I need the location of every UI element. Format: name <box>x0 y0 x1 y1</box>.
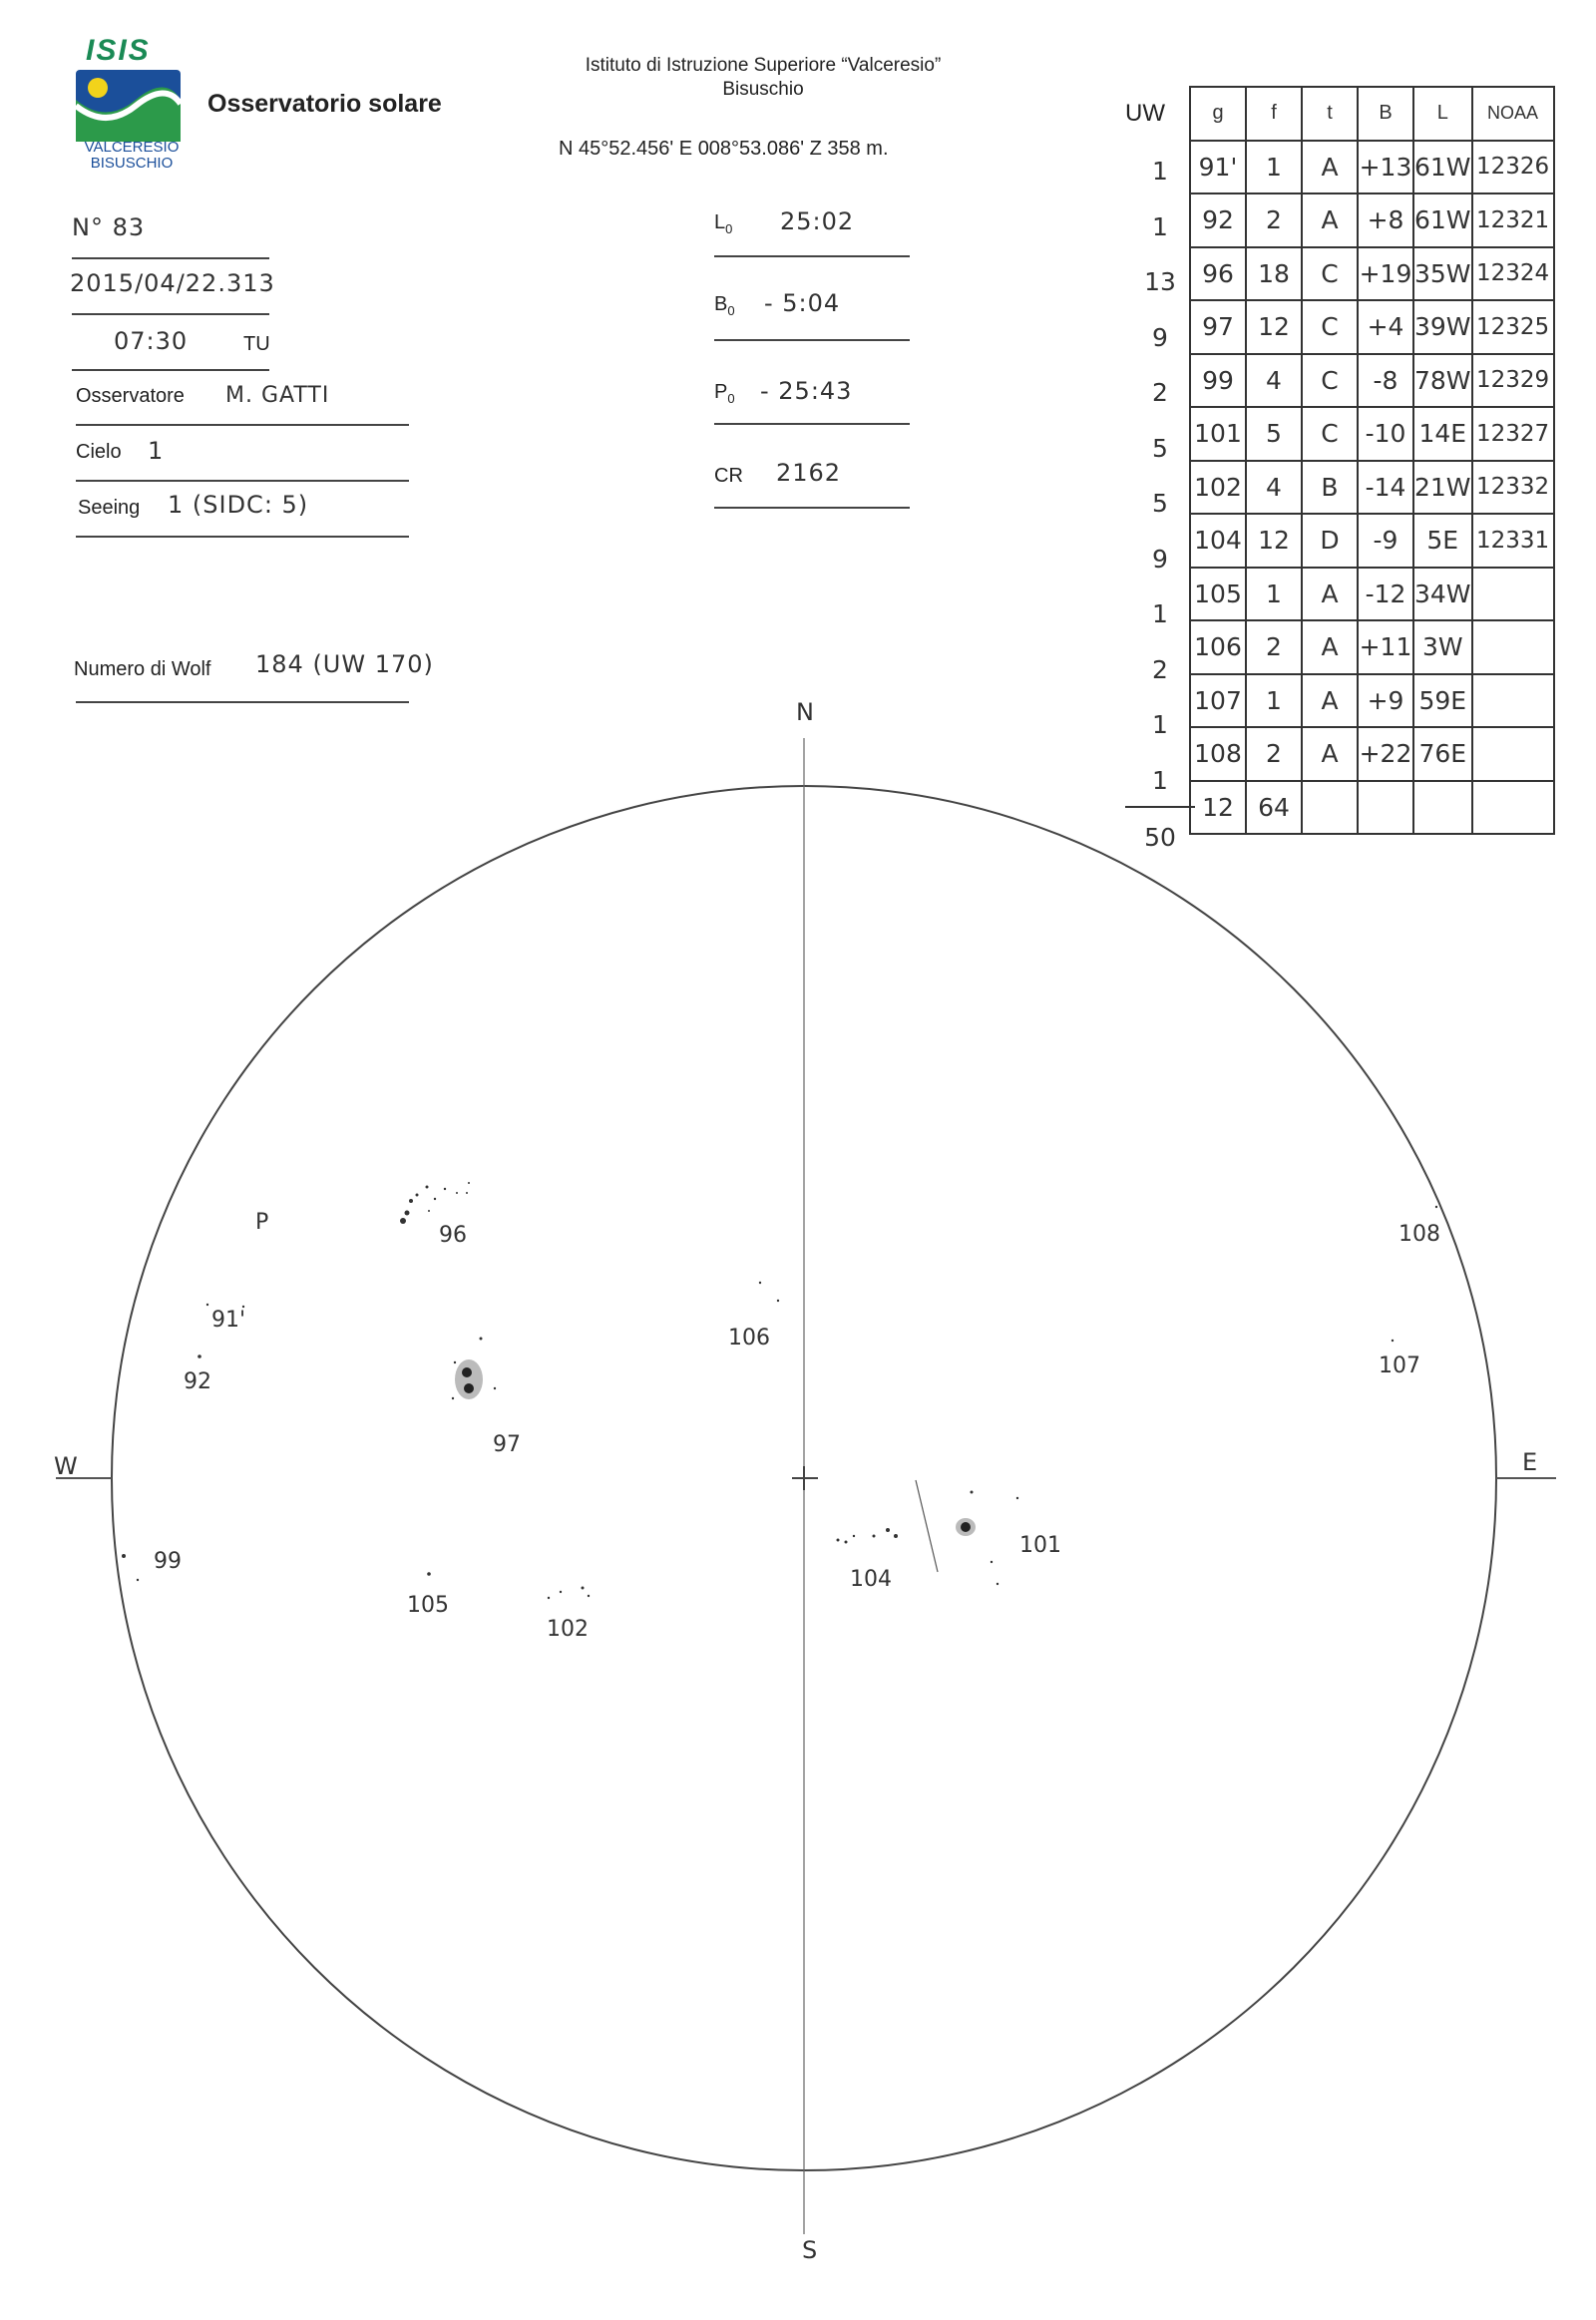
table-cell: 12324 <box>1472 247 1554 301</box>
table-cell: 14E <box>1413 407 1472 461</box>
east-label: E <box>1522 1448 1538 1476</box>
table-cell: 12325 <box>1472 300 1554 354</box>
group-label-99: 99 <box>154 1549 182 1574</box>
group-label-96: 96 <box>439 1223 467 1248</box>
wolf-number: 184 (UW 170) <box>255 650 434 678</box>
table-cell: 1 <box>1246 568 1302 621</box>
table-cell: 92 <box>1190 193 1246 247</box>
uw-value: 1 <box>1152 710 1168 739</box>
table-cell: 91' <box>1190 141 1246 194</box>
table-cell: 97 <box>1190 300 1246 354</box>
table-cell: 12326 <box>1472 141 1554 194</box>
observatory-title: Osservatorio solare <box>207 90 442 118</box>
totals-cell: 12 <box>1190 781 1246 835</box>
group-label-104: 104 <box>850 1567 892 1592</box>
sunspots-group-97 <box>452 1338 496 1400</box>
observation-time: 07:30 <box>114 327 189 355</box>
sunspots-group-105-102 <box>427 1572 590 1599</box>
group-label-106: 106 <box>728 1326 770 1351</box>
table-cell: 5E <box>1413 514 1472 568</box>
observation-date: 2015/04/22.313 <box>70 269 275 297</box>
observer-name: M. GATTI <box>225 383 330 408</box>
time-unit: TU <box>243 333 270 355</box>
table-cell: 104 <box>1190 514 1246 568</box>
sunspots-group-96 <box>400 1182 470 1224</box>
table-cell: A <box>1302 141 1358 194</box>
table-cell: 21W <box>1413 461 1472 515</box>
sunspots-group-106 <box>759 1282 779 1302</box>
table-cell: 12332 <box>1472 461 1554 515</box>
seeing-label: Seeing <box>78 497 141 519</box>
table-cell: C <box>1302 247 1358 301</box>
table-cell: 78W <box>1413 354 1472 408</box>
table-cell: 12329 <box>1472 354 1554 408</box>
uw-value: 1 <box>1152 157 1168 186</box>
table-cell: -8 <box>1358 354 1413 408</box>
uw-value: 1 <box>1152 599 1168 628</box>
table-cell: 108 <box>1190 727 1246 781</box>
table-cell: 1 <box>1246 674 1302 728</box>
table-cell: 106 <box>1190 620 1246 674</box>
uw-value: 5 <box>1152 433 1168 463</box>
table-cell: 12 <box>1246 300 1302 354</box>
cr-value: 2162 <box>776 459 842 487</box>
table-cell: -9 <box>1358 514 1413 568</box>
observer-label: Osservatore <box>76 385 185 407</box>
table-cell: 12 <box>1246 514 1302 568</box>
seeing-value: 1 (SIDC: 5) <box>168 491 309 519</box>
table-cell: 105 <box>1190 568 1246 621</box>
table-cell: B <box>1302 461 1358 515</box>
table-cell: 34W <box>1413 568 1472 621</box>
group-label-101: 101 <box>1019 1533 1061 1558</box>
logo-wordmark: ISIS <box>86 34 151 67</box>
table-cell: A <box>1302 568 1358 621</box>
south-label: S <box>802 2236 818 2264</box>
l0-value: 25:02 <box>780 207 855 235</box>
table-cell: 76E <box>1413 727 1472 781</box>
header-t: t <box>1302 87 1358 141</box>
uw-value: 5 <box>1152 489 1168 518</box>
table-cell: +8 <box>1358 193 1413 247</box>
pole-mark: P <box>255 1210 269 1235</box>
uw-total: 50 <box>1125 806 1195 864</box>
table-cell: 12331 <box>1472 514 1554 568</box>
site-coordinates: N 45°52.456' E 008°53.086' Z 358 m. <box>559 138 889 160</box>
uw-value: 2 <box>1152 378 1168 407</box>
table-cell: -12 <box>1358 568 1413 621</box>
table-cell: +9 <box>1358 674 1413 728</box>
b0-value: - 5:04 <box>764 289 841 317</box>
table-cell: 35W <box>1413 247 1472 301</box>
table-cell: 101 <box>1190 407 1246 461</box>
table-cell: 2 <box>1246 193 1302 247</box>
table-cell: 4 <box>1246 354 1302 408</box>
west-label: W <box>54 1452 78 1480</box>
table-cell: +19 <box>1358 247 1413 301</box>
table-cell: D <box>1302 514 1358 568</box>
table-cell: A <box>1302 620 1358 674</box>
cr-label: CR <box>714 465 743 487</box>
sky-label: Cielo <box>76 441 122 463</box>
logo-caption: VALCERESIO BISUSCHIO <box>84 139 180 172</box>
wolf-label: Numero di Wolf <box>74 658 211 680</box>
group-label-105: 105 <box>407 1593 449 1618</box>
institute-line2: Bisuschio <box>722 79 804 100</box>
table-cell: 4 <box>1246 461 1302 515</box>
p0-label: $P_0$ <box>714 381 735 406</box>
table-cell: 107 <box>1190 674 1246 728</box>
table-cell: A <box>1302 727 1358 781</box>
uw-value: 9 <box>1152 322 1168 352</box>
table-cell: 2 <box>1246 727 1302 781</box>
group-label-97: 97 <box>493 1432 521 1457</box>
sky-value: 1 <box>148 437 165 465</box>
table-cell: 61W <box>1413 193 1472 247</box>
table-cell: +11 <box>1358 620 1413 674</box>
table-cell: C <box>1302 354 1358 408</box>
header-b: B <box>1358 87 1413 141</box>
north-label: N <box>796 698 814 726</box>
table-cell: 96 <box>1190 247 1246 301</box>
table-cell: 59E <box>1413 674 1472 728</box>
group-label-108: 108 <box>1398 1222 1440 1247</box>
table-cell: 61W <box>1413 141 1472 194</box>
totals-cell: 64 <box>1246 781 1302 835</box>
institute-line1: Istituto di Istruzione Superiore “Valceresio” <box>585 55 942 76</box>
header-l: L <box>1413 87 1472 141</box>
group-label-91: 91' <box>211 1308 246 1333</box>
table-cell: 18 <box>1246 247 1302 301</box>
header-noaa: NOAA <box>1472 87 1554 141</box>
sunspots-group-99 <box>122 1554 139 1581</box>
table-cell: +4 <box>1358 300 1413 354</box>
header-g: g <box>1190 87 1246 141</box>
table-cell: 99 <box>1190 354 1246 408</box>
uw-value: 9 <box>1152 544 1168 574</box>
table-cell: 102 <box>1190 461 1246 515</box>
table-cell: C <box>1302 407 1358 461</box>
uw-header: UW <box>1125 100 1165 127</box>
group-label-102: 102 <box>547 1617 589 1642</box>
table-cell: 5 <box>1246 407 1302 461</box>
table-cell: 2 <box>1246 620 1302 674</box>
table-cell: 1 <box>1246 141 1302 194</box>
group-label-107: 107 <box>1379 1353 1420 1378</box>
table-cell: -14 <box>1358 461 1413 515</box>
group-label-92: 92 <box>184 1369 211 1394</box>
table-cell: +13 <box>1358 141 1413 194</box>
table-cell: A <box>1302 674 1358 728</box>
table-cell: A <box>1302 193 1358 247</box>
record-number: N° 83 <box>72 213 146 241</box>
header-f: f <box>1246 87 1302 141</box>
table-cell: 39W <box>1413 300 1472 354</box>
table-cell: 12327 <box>1472 407 1554 461</box>
uw-value: 1 <box>1152 211 1168 241</box>
table-cell: -10 <box>1358 407 1413 461</box>
b0-label: $B_0$ <box>714 293 735 318</box>
uw-value: 2 <box>1152 654 1168 684</box>
l0-label: $L_0$ <box>714 211 733 236</box>
table-cell: C <box>1302 300 1358 354</box>
table-cell: 3W <box>1413 620 1472 674</box>
p0-value: - 25:43 <box>760 377 853 405</box>
table-cell: +22 <box>1358 727 1413 781</box>
table-cell: 12321 <box>1472 193 1554 247</box>
uw-value: 13 <box>1144 267 1176 296</box>
uw-value: 1 <box>1152 765 1168 795</box>
